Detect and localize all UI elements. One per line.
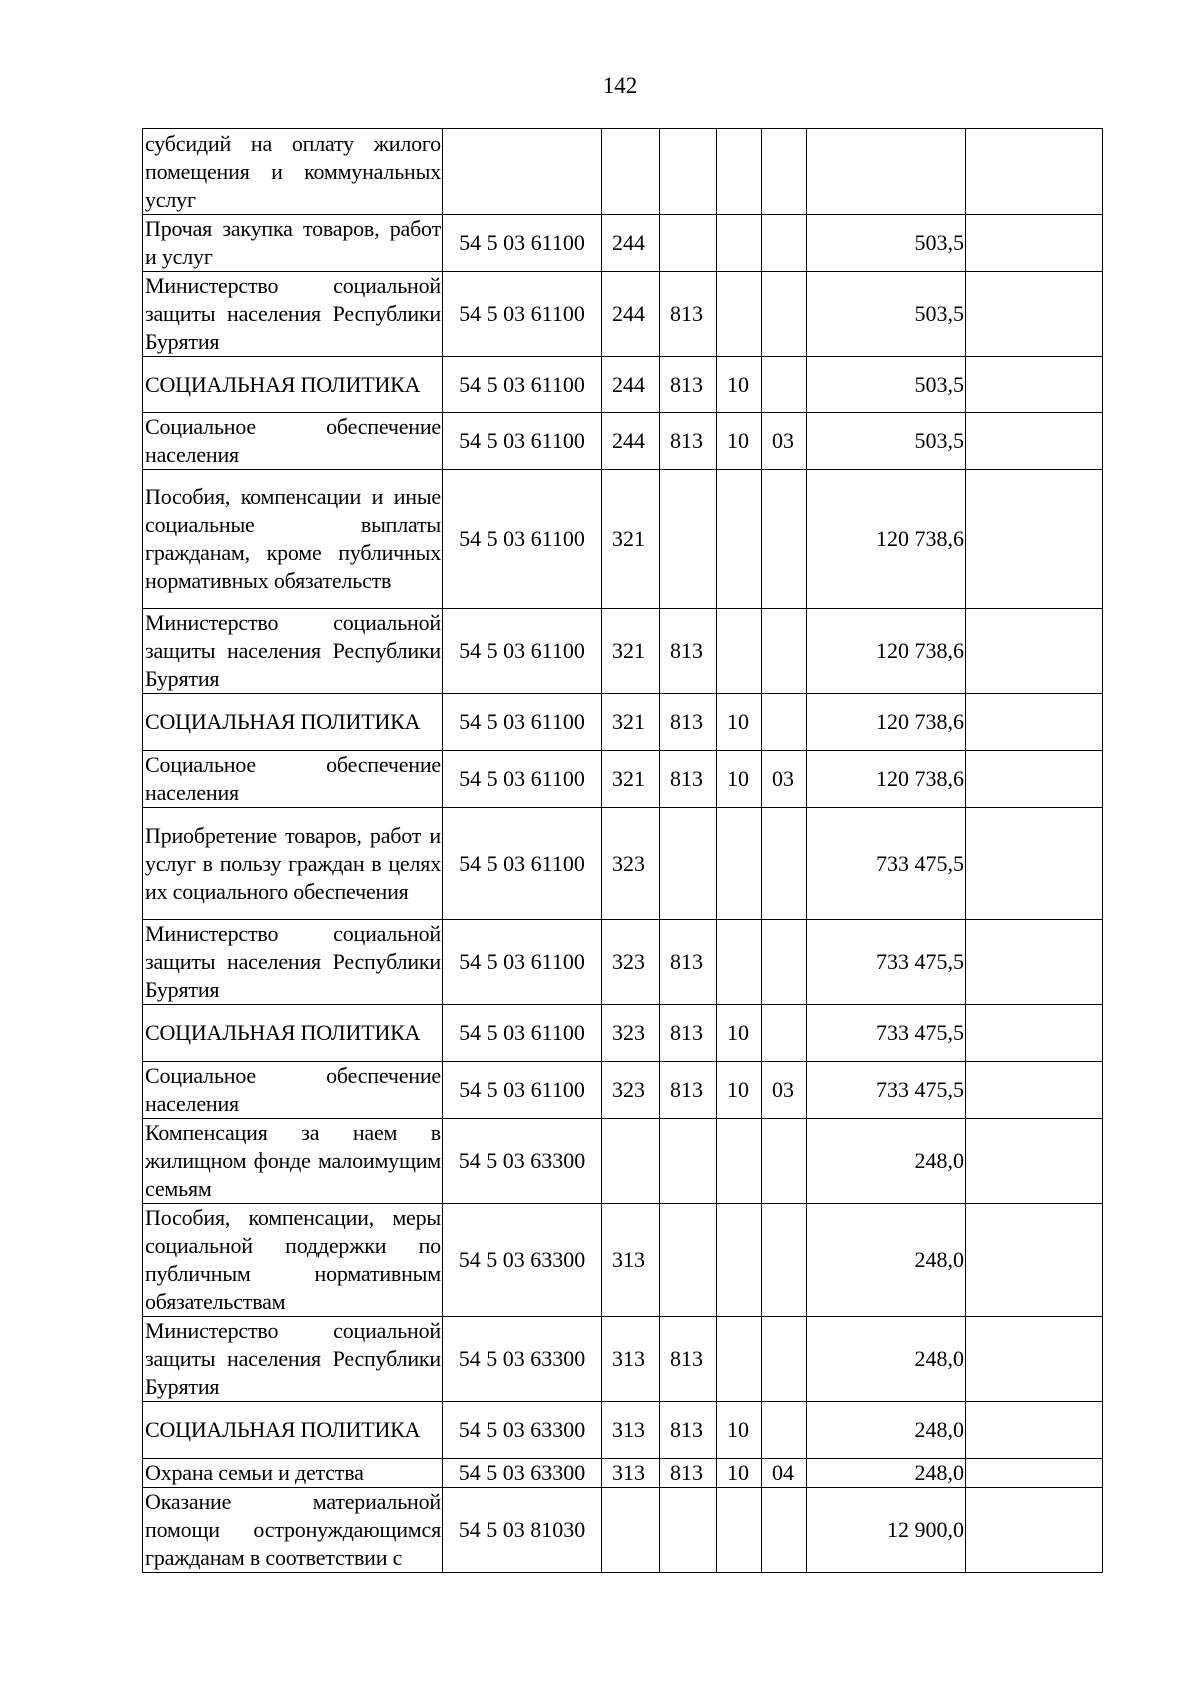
cell-rz	[717, 1204, 762, 1317]
cell-pr: 03	[762, 413, 807, 470]
cell-csr: 54 5 03 63300	[443, 1119, 602, 1204]
cell-csr: 54 5 03 61100	[443, 1005, 602, 1062]
cell-pr	[762, 1005, 807, 1062]
cell-pr	[762, 1317, 807, 1402]
cell-sum: 120 738,6	[807, 694, 966, 751]
cell-vr: 321	[602, 470, 660, 609]
cell-csr: 54 5 03 63300	[443, 1459, 602, 1488]
cell-sum: 248,0	[807, 1317, 966, 1402]
cell-name: Министерство социальной защиты населения Республики Бурятия	[143, 272, 443, 357]
cell-name: Пособия, компенсации, меры социальной поддержки по публичным нормативным обязательствам	[143, 1204, 443, 1317]
cell-name: Оказание материальной помощи остронуждающимся гражданам в соответствии с	[143, 1488, 443, 1573]
cell-pr: 04	[762, 1459, 807, 1488]
cell-sum: 248,0	[807, 1204, 966, 1317]
cell-empty	[966, 272, 1103, 357]
table-row	[143, 1204, 1103, 1317]
cell-csr: 54 5 03 61100	[443, 272, 602, 357]
cell-sum: 120 738,6	[807, 470, 966, 609]
cell-csr: 54 5 03 61100	[443, 357, 602, 413]
cell-vr: 323	[602, 808, 660, 920]
cell-rz: 10	[717, 1459, 762, 1488]
cell-rz	[717, 470, 762, 609]
cell-name: Социальное обеспечение населения	[143, 1062, 443, 1119]
cell-rz: 10	[717, 694, 762, 751]
cell-name: Министерство социальной защиты населения Республики Бурятия	[143, 1317, 443, 1402]
cell-empty	[966, 920, 1103, 1005]
table-row	[143, 1459, 1103, 1488]
cell-vr: 313	[602, 1317, 660, 1402]
cell-csr: 54 5 03 61100	[443, 1062, 602, 1119]
cell-csr: 54 5 03 61100	[443, 694, 602, 751]
cell-empty	[966, 751, 1103, 808]
cell-vr: 244	[602, 215, 660, 272]
cell-gr: 813	[660, 1062, 717, 1119]
cell-empty	[966, 1204, 1103, 1317]
cell-name: Пособия, компенсации и иные социальные выплаты гражданам, кроме публичных нормативных обязательств	[143, 470, 443, 609]
cell-vr: 321	[602, 751, 660, 808]
cell-vr: 321	[602, 694, 660, 751]
cell-empty	[966, 609, 1103, 694]
cell-rz: 10	[717, 357, 762, 413]
cell-empty	[966, 1005, 1103, 1062]
cell-vr: 323	[602, 1062, 660, 1119]
cell-name: СОЦИАЛЬНАЯ ПОЛИТИКА	[143, 1005, 443, 1062]
cell-pr	[762, 609, 807, 694]
cell-empty	[966, 1062, 1103, 1119]
cell-name: Приобретение товаров, работ и услуг в пользу граждан в целях их социального обеспечения	[143, 808, 443, 920]
cell-vr: 323	[602, 1005, 660, 1062]
cell-csr: 54 5 03 61100	[443, 413, 602, 470]
cell-pr	[762, 215, 807, 272]
cell-csr: 54 5 03 63300	[443, 1317, 602, 1402]
cell-pr	[762, 1402, 807, 1459]
cell-sum: 120 738,6	[807, 751, 966, 808]
table-row	[143, 694, 1103, 751]
cell-csr: 54 5 03 63300	[443, 1204, 602, 1317]
cell-gr	[660, 129, 717, 215]
cell-empty	[966, 129, 1103, 215]
table-row	[143, 1119, 1103, 1204]
cell-sum: 248,0	[807, 1402, 966, 1459]
cell-vr	[602, 129, 660, 215]
cell-gr: 813	[660, 694, 717, 751]
cell-rz: 10	[717, 751, 762, 808]
page-number: 142	[602, 73, 638, 98]
cell-rz: 10	[717, 1402, 762, 1459]
cell-gr: 813	[660, 272, 717, 357]
cell-name: Министерство социальной защиты населения Республики Бурятия	[143, 609, 443, 694]
cell-csr: 54 5 03 61100	[443, 808, 602, 920]
cell-empty	[966, 808, 1103, 920]
cell-csr: 54 5 03 61100	[443, 470, 602, 609]
cell-sum: 503,5	[807, 215, 966, 272]
cell-sum: 248,0	[807, 1119, 966, 1204]
table-row	[143, 808, 1103, 920]
cell-empty	[966, 1317, 1103, 1402]
cell-vr: 244	[602, 272, 660, 357]
table-row	[143, 357, 1103, 413]
cell-empty	[966, 1402, 1103, 1459]
cell-rz	[717, 808, 762, 920]
cell-gr: 813	[660, 751, 717, 808]
table-row	[143, 609, 1103, 694]
cell-rz: 10	[717, 413, 762, 470]
cell-csr: 54 5 03 61100	[443, 609, 602, 694]
cell-pr	[762, 470, 807, 609]
cell-rz	[717, 1119, 762, 1204]
cell-pr: 03	[762, 1062, 807, 1119]
cell-empty	[966, 215, 1103, 272]
cell-gr	[660, 1204, 717, 1317]
table-row	[143, 920, 1103, 1005]
cell-empty	[966, 413, 1103, 470]
cell-csr: 54 5 03 61100	[443, 920, 602, 1005]
cell-gr	[660, 808, 717, 920]
cell-name: СОЦИАЛЬНАЯ ПОЛИТИКА	[143, 694, 443, 751]
table-row	[143, 413, 1103, 470]
cell-name: Прочая закупка товаров, работ и услуг	[143, 215, 443, 272]
budget-table	[142, 128, 1103, 1573]
cell-name: Социальное обеспечение населения	[143, 413, 443, 470]
cell-sum: 120 738,6	[807, 609, 966, 694]
cell-pr	[762, 129, 807, 215]
cell-name: Министерство социальной защиты населения Республики Бурятия	[143, 920, 443, 1005]
cell-csr	[443, 129, 602, 215]
cell-vr	[602, 1488, 660, 1573]
cell-gr: 813	[660, 609, 717, 694]
cell-sum: 248,0	[807, 1459, 966, 1488]
cell-sum: 503,5	[807, 272, 966, 357]
table-body	[143, 129, 1103, 1573]
cell-sum: 733 475,5	[807, 920, 966, 1005]
cell-empty	[966, 1488, 1103, 1573]
cell-pr	[762, 808, 807, 920]
table-row	[143, 1317, 1103, 1402]
table-row	[143, 470, 1103, 609]
cell-vr: 321	[602, 609, 660, 694]
cell-pr	[762, 272, 807, 357]
cell-rz	[717, 609, 762, 694]
cell-empty	[966, 1459, 1103, 1488]
cell-rz	[717, 1488, 762, 1573]
cell-gr: 813	[660, 1005, 717, 1062]
table-row	[143, 1005, 1103, 1062]
cell-pr	[762, 1119, 807, 1204]
cell-sum: 503,5	[807, 413, 966, 470]
cell-pr	[762, 694, 807, 751]
cell-sum: 733 475,5	[807, 1005, 966, 1062]
cell-name: СОЦИАЛЬНАЯ ПОЛИТИКА	[143, 357, 443, 413]
cell-gr	[660, 215, 717, 272]
cell-vr: 313	[602, 1402, 660, 1459]
cell-pr	[762, 357, 807, 413]
cell-empty	[966, 470, 1103, 609]
cell-vr: 323	[602, 920, 660, 1005]
cell-gr	[660, 470, 717, 609]
cell-sum: 503,5	[807, 357, 966, 413]
cell-name: Компенсация за наем в жилищном фонде малоимущим семьям	[143, 1119, 443, 1204]
cell-name: субсидий на оплату жилого помещения и коммунальных услуг	[143, 129, 443, 215]
cell-pr: 03	[762, 751, 807, 808]
cell-rz	[717, 920, 762, 1005]
cell-sum: 733 475,5	[807, 1062, 966, 1119]
cell-name: Охрана семьи и детства	[143, 1459, 443, 1488]
cell-vr	[602, 1119, 660, 1204]
table-row	[143, 129, 1103, 215]
cell-name: СОЦИАЛЬНАЯ ПОЛИТИКА	[143, 1402, 443, 1459]
cell-csr: 54 5 03 63300	[443, 1402, 602, 1459]
cell-pr	[762, 1488, 807, 1573]
cell-empty	[966, 694, 1103, 751]
table-row	[143, 215, 1103, 272]
cell-vr: 244	[602, 357, 660, 413]
cell-pr	[762, 1204, 807, 1317]
cell-rz	[717, 129, 762, 215]
cell-name: Социальное обеспечение населения	[143, 751, 443, 808]
cell-vr: 313	[602, 1459, 660, 1488]
cell-gr: 813	[660, 1459, 717, 1488]
cell-sum: 12 900,0	[807, 1488, 966, 1573]
cell-rz	[717, 215, 762, 272]
cell-gr	[660, 1119, 717, 1204]
cell-gr: 813	[660, 413, 717, 470]
cell-rz	[717, 272, 762, 357]
cell-vr: 244	[602, 413, 660, 470]
cell-sum	[807, 129, 966, 215]
table-row	[143, 1062, 1103, 1119]
table-row	[143, 1488, 1103, 1573]
cell-empty	[966, 1119, 1103, 1204]
cell-rz: 10	[717, 1005, 762, 1062]
cell-gr: 813	[660, 920, 717, 1005]
table-row	[143, 751, 1103, 808]
cell-csr: 54 5 03 81030	[443, 1488, 602, 1573]
cell-csr: 54 5 03 61100	[443, 215, 602, 272]
cell-gr	[660, 1488, 717, 1573]
cell-pr	[762, 920, 807, 1005]
cell-gr: 813	[660, 357, 717, 413]
table-row	[143, 1402, 1103, 1459]
cell-rz	[717, 1317, 762, 1402]
cell-gr: 813	[660, 1317, 717, 1402]
cell-csr: 54 5 03 61100	[443, 751, 602, 808]
cell-rz: 10	[717, 1062, 762, 1119]
cell-gr: 813	[660, 1402, 717, 1459]
table-row	[143, 272, 1103, 357]
cell-empty	[966, 357, 1103, 413]
cell-vr: 313	[602, 1204, 660, 1317]
cell-sum: 733 475,5	[807, 808, 966, 920]
